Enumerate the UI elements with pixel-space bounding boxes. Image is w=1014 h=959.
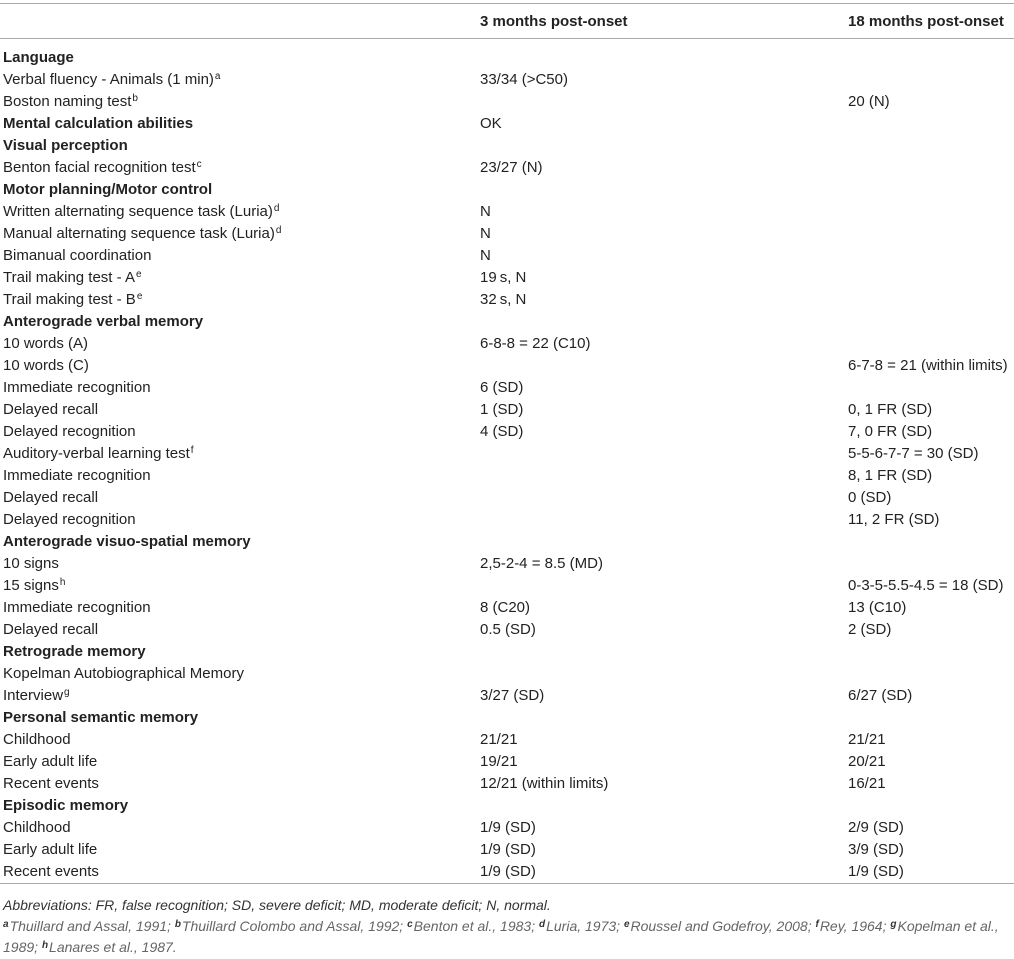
table-row: [0, 69, 1014, 91]
value-3-months: 3/27 (SD): [480, 687, 545, 704]
value-3-months: 33/34 (>C50): [480, 71, 568, 88]
row-label-cell: [0, 113, 480, 135]
table-row: [0, 553, 1014, 575]
value-18-months: 8, 1 FR (SD): [848, 467, 933, 484]
row-label: Bimanual coordination: [3, 247, 152, 264]
value-18-months: 0-3-5-5.5-4.5 = 18 (SD): [848, 577, 1004, 594]
row-label: 10 words (C): [3, 357, 89, 374]
value-18-months: 2/9 (SD): [848, 819, 904, 836]
table-header: [0, 4, 1014, 39]
value-3-months: [480, 355, 848, 377]
value-3-months: [480, 91, 848, 113]
section-heading-row: [0, 311, 1014, 333]
table-row: [0, 839, 1014, 861]
reference-citation-link[interactable]: Benton et al., 1983;: [413, 918, 536, 934]
reference-marker: e: [623, 919, 630, 930]
reference-citation-link[interactable]: Luria, 1973;: [546, 918, 621, 934]
footnote-marker: d: [275, 225, 282, 236]
footnote-marker: g: [64, 687, 70, 698]
column-header-measure: [0, 4, 480, 39]
value-18-months: 11, 2 FR (SD): [848, 511, 940, 528]
value-18-months: 1/9 (SD): [848, 861, 1014, 884]
row-label: Childhood: [3, 731, 71, 748]
table-row: [0, 509, 1014, 531]
value-3-months: 23/27 (N): [480, 159, 543, 176]
row-label-cell: [0, 839, 480, 861]
reference-marker: f: [815, 919, 819, 930]
row-label-cell: [0, 201, 480, 223]
row-label-cell: [0, 531, 480, 553]
footnote-marker: b: [132, 93, 138, 104]
footnote-marker: c: [196, 159, 202, 170]
value-3-months: [480, 795, 848, 817]
value-18-months: 2 (SD): [848, 621, 892, 638]
table-row: [0, 267, 1014, 289]
value-18-months: [848, 245, 1014, 267]
reference-footnote: [175, 918, 403, 934]
value-3-months: [480, 641, 848, 663]
row-label-cell: [0, 421, 480, 443]
value-18-months: [848, 69, 1014, 91]
footnote-marker: e: [135, 269, 142, 280]
row-label: Trail making test - A: [3, 269, 135, 286]
reference-citation-link[interactable]: Kopelman et al., 1989;: [3, 918, 999, 955]
row-label-cell: [0, 729, 480, 751]
value-3-months: 8 (C20): [480, 599, 531, 616]
reference-marker: g: [890, 919, 897, 930]
value-3-months: [480, 487, 848, 509]
value-3-months: N: [480, 203, 491, 220]
value-3-months: [480, 311, 848, 333]
value-18-months: [848, 663, 1014, 685]
reference-marker: h: [41, 940, 49, 951]
row-label: Delayed recall: [3, 489, 99, 506]
footnote-marker: h: [59, 577, 66, 588]
section-heading-row: [0, 531, 1014, 553]
table-row: [0, 729, 1014, 751]
footnote-marker: a: [214, 71, 221, 82]
table-row: [0, 201, 1014, 223]
row-label-cell: [0, 179, 480, 201]
row-label-cell: [0, 817, 480, 839]
row-label: Immediate recognition: [3, 467, 151, 484]
section-heading: Episodic memory: [3, 797, 129, 814]
header-spacer: [0, 39, 1014, 48]
row-label-cell: [0, 333, 480, 355]
column-header-3-months: 3 months post-onset: [480, 4, 848, 39]
footnote-marker: f: [190, 445, 194, 456]
reference-marker: c: [407, 919, 413, 930]
section-heading: Visual perception: [3, 137, 128, 154]
section-heading: Motor planning/Motor control: [3, 181, 213, 198]
value-18-months: [848, 157, 1014, 179]
header-spacer-cell: [0, 39, 1014, 48]
row-label-cell: [0, 135, 480, 157]
row-label-cell: [0, 223, 480, 245]
row-label-cell: [0, 311, 480, 333]
value-3-months: N: [480, 225, 491, 242]
table-row: [0, 487, 1014, 509]
table-row: [0, 333, 1014, 355]
value-18-months: [848, 311, 1014, 333]
row-label: Immediate recognition: [3, 379, 151, 396]
table-row: [0, 421, 1014, 443]
value-18-months: 3/9 (SD): [848, 841, 904, 858]
table-row: [0, 817, 1014, 839]
value-3-months: 1/9 (SD): [480, 861, 848, 884]
value-18-months: [848, 135, 1014, 157]
value-18-months: 7, 0 FR (SD): [848, 423, 933, 440]
table-body: [0, 39, 1014, 884]
row-label-cell: [0, 553, 480, 575]
row-label: Boston naming test: [3, 93, 132, 110]
row-label-cell: [0, 663, 480, 685]
reference-footnote: [624, 918, 812, 934]
value-18-months: 21/21: [848, 731, 886, 748]
table-row: [0, 245, 1014, 267]
value-3-months: 32 s, N: [480, 291, 527, 308]
row-label-cell: [0, 289, 480, 311]
row-label: Kopelman Autobiographical Memory: [3, 665, 244, 682]
value-18-months: [848, 267, 1014, 289]
section-heading-row: [0, 179, 1014, 201]
reference-marker: a: [3, 919, 9, 930]
value-3-months: 12/21 (within limits): [480, 775, 609, 792]
row-label: Written alternating sequence task (Luria): [3, 203, 273, 220]
value-3-months: [480, 47, 848, 69]
row-label: Delayed recall: [3, 401, 99, 418]
value-3-months: 19/21: [480, 753, 518, 770]
value-3-months: 1 (SD): [480, 401, 524, 418]
reference-marker: b: [174, 919, 181, 930]
row-label: 15 signs: [3, 577, 59, 594]
row-label-cell: [0, 157, 480, 179]
row-label-cell: [0, 597, 480, 619]
value-3-months: [480, 135, 848, 157]
value-18-months: 6/27 (SD): [848, 687, 913, 704]
row-label-cell: [0, 377, 480, 399]
row-label: Auditory-verbal learning test: [3, 445, 190, 462]
value-18-months: [848, 113, 1014, 135]
value-3-months: 6-8-8 = 22 (C10): [480, 335, 591, 352]
row-label: Interview: [3, 687, 64, 704]
row-label-cell: [0, 399, 480, 421]
row-label-cell: [0, 69, 480, 91]
value-18-months: [848, 289, 1014, 311]
value-18-months: [848, 641, 1014, 663]
value-3-months: OK: [480, 115, 502, 132]
table-row: [0, 91, 1014, 113]
reference-footnote: [407, 918, 535, 934]
header-row: [0, 4, 1014, 39]
row-label: Recent events: [3, 863, 99, 880]
footnote-marker: e: [136, 291, 143, 302]
value-18-months: [848, 531, 1014, 553]
value-3-months: N: [480, 247, 491, 264]
table-row: [0, 619, 1014, 641]
value-3-months: 1/9 (SD): [480, 841, 536, 858]
value-3-months: [480, 575, 848, 597]
value-3-months: [480, 509, 848, 531]
value-18-months: [848, 553, 1014, 575]
value-18-months: [848, 201, 1014, 223]
value-3-months: 6 (SD): [480, 379, 524, 396]
row-label-cell: [0, 465, 480, 487]
results-table: [0, 3, 1014, 884]
row-label-cell: [0, 619, 480, 641]
footnote-marker: d: [273, 203, 280, 214]
row-label: Trail making test - B: [3, 291, 136, 308]
value-3-months: [480, 443, 848, 465]
row-label-cell: [0, 267, 480, 289]
reference-citation-link[interactable]: Thuillard and Assal, 1991;: [9, 918, 171, 934]
value-18-months: [848, 179, 1014, 201]
table-row: [0, 377, 1014, 399]
row-label-cell: [0, 575, 480, 597]
row-label: Childhood: [3, 819, 71, 836]
value-18-months: [848, 707, 1014, 729]
reference-marker: d: [538, 919, 546, 930]
reference-footnote: [3, 918, 171, 934]
section-heading-row: [0, 113, 1014, 135]
reference-footnote: [539, 918, 620, 934]
value-18-months: [848, 223, 1014, 245]
section-heading: Language: [3, 49, 74, 66]
value-18-months: 20/21: [848, 753, 886, 770]
value-3-months: 19 s, N: [480, 269, 527, 286]
row-label-cell: [0, 509, 480, 531]
value-3-months: [480, 179, 848, 201]
table-row: [0, 443, 1014, 465]
row-label: Delayed recognition: [3, 511, 136, 528]
row-label: Immediate recognition: [3, 599, 151, 616]
table-footnotes: [0, 895, 1011, 958]
value-3-months: [480, 531, 848, 553]
section-heading-row: [0, 707, 1014, 729]
row-label: Early adult life: [3, 753, 98, 770]
table-row: [0, 157, 1014, 179]
value-18-months: 6-7-8 = 21 (within limits): [848, 357, 1008, 374]
row-label-cell: [0, 861, 480, 884]
section-heading-row: [0, 641, 1014, 663]
reference-citation-link[interactable]: Rey, 1964;: [819, 918, 887, 934]
row-label-cell: [0, 707, 480, 729]
row-label-cell: [0, 641, 480, 663]
value-18-months: [848, 333, 1014, 355]
row-label-cell: [0, 795, 480, 817]
value-3-months: 4 (SD): [480, 423, 524, 440]
value-3-months: [480, 707, 848, 729]
section-heading: Personal semantic memory: [3, 709, 199, 726]
row-label: Verbal fluency - Animals (1 min): [3, 71, 214, 88]
value-3-months: 1/9 (SD): [480, 819, 536, 836]
value-18-months: 0 (SD): [848, 489, 892, 506]
section-heading-row: [0, 795, 1014, 817]
section-heading: Retrograde memory: [3, 643, 146, 660]
section-heading: Mental calculation abilities: [3, 115, 194, 132]
reference-footnote: [42, 939, 177, 955]
row-label-cell: [0, 685, 480, 707]
section-heading-row: [0, 47, 1014, 69]
abbreviations-note: Abbreviations: FR, false recognition; SD, severe deficit; MD, moderate deficit; N, normal.: [3, 897, 551, 913]
row-label-cell: [0, 245, 480, 267]
section-heading: Anterograde visuo-spatial memory: [3, 533, 251, 550]
value-18-months: [848, 377, 1014, 399]
reference-citation-link[interactable]: Roussel and Godefroy, 2008;: [630, 918, 812, 934]
table-row: [0, 289, 1014, 311]
row-label: Manual alternating sequence task (Luria): [3, 225, 275, 242]
value-3-months: [480, 465, 848, 487]
reference-citation-link[interactable]: Lanares et al., 1987.: [49, 939, 177, 955]
table-row: [0, 575, 1014, 597]
value-18-months: [848, 47, 1014, 69]
value-18-months: 13 (C10): [848, 599, 907, 616]
row-label-cell: [0, 773, 480, 795]
table-row: [0, 597, 1014, 619]
row-label-cell: [0, 751, 480, 773]
reference-footnotes: [3, 916, 1011, 958]
value-18-months: 0, 1 FR (SD): [848, 401, 933, 418]
table-row: [0, 663, 1014, 685]
table-row: [0, 465, 1014, 487]
row-label: Early adult life: [3, 841, 98, 858]
row-label-cell: [0, 355, 480, 377]
value-3-months: 2,5-2-4 = 8.5 (MD): [480, 555, 603, 572]
column-header-18-months: 18 months post-onset: [848, 4, 1014, 39]
row-label: Delayed recognition: [3, 423, 136, 440]
value-3-months: 0.5 (SD): [480, 621, 536, 638]
section-heading: Anterograde verbal memory: [3, 313, 204, 330]
value-18-months: 5-5-6-7-7 = 30 (SD): [848, 445, 979, 462]
table-row: [0, 751, 1014, 773]
reference-citation-link[interactable]: Thuillard Colombo and Assal, 1992;: [181, 918, 404, 934]
row-label-cell: [0, 91, 480, 113]
value-3-months: 21/21: [480, 731, 518, 748]
table-row: [0, 399, 1014, 421]
row-label: Delayed recall: [3, 621, 99, 638]
table-row: [0, 355, 1014, 377]
row-label-cell: [0, 443, 480, 465]
table-row: [0, 773, 1014, 795]
row-label-cell: [0, 47, 480, 69]
table-row: [0, 861, 1014, 884]
value-3-months: [480, 663, 848, 685]
reference-footnote: [815, 918, 886, 934]
value-18-months: [848, 795, 1014, 817]
row-label: Benton facial recognition test: [3, 159, 196, 176]
row-label: 10 words (A): [3, 335, 89, 352]
table-row: [0, 685, 1014, 707]
value-18-months: 16/21: [848, 775, 886, 792]
value-18-months: 20 (N): [848, 93, 890, 110]
section-heading-row: [0, 135, 1014, 157]
table-row: [0, 223, 1014, 245]
row-label: 10 signs: [3, 555, 59, 572]
row-label: Recent events: [3, 775, 99, 792]
row-label-cell: [0, 487, 480, 509]
